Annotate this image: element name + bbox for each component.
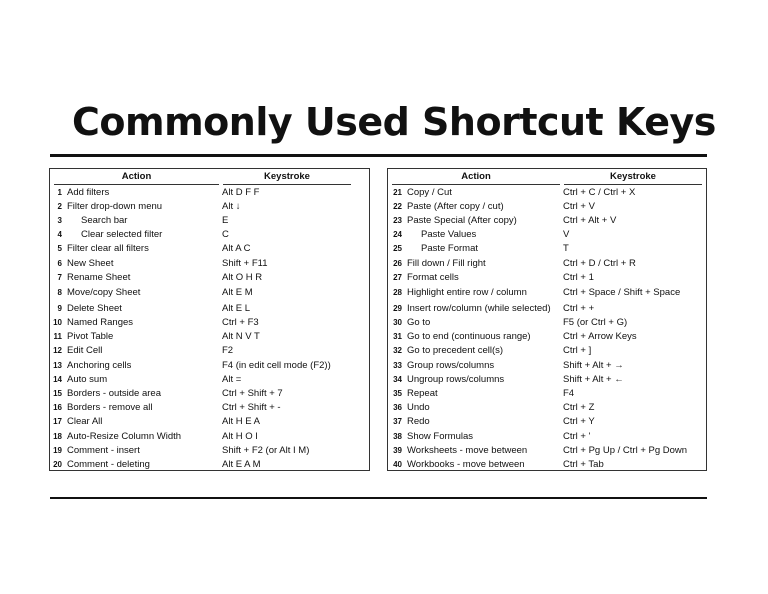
keystroke-cell: Alt O H R <box>222 271 263 283</box>
row-number: 9 <box>57 303 62 313</box>
table-row <box>50 372 369 386</box>
table-row <box>388 415 706 429</box>
keystroke-cell: V <box>563 229 570 241</box>
keystroke-cell: Ctrl + Shift + 7 <box>222 388 283 400</box>
row-number: 15 <box>53 389 62 399</box>
keystroke-cell: Alt E L <box>222 302 250 314</box>
table-row <box>388 185 706 199</box>
table-row <box>388 316 706 330</box>
keystroke-cell: Ctrl + Pg Up / Ctrl + Pg Down <box>563 444 688 456</box>
keystroke-cell: Alt E M <box>222 287 253 299</box>
row-number: 6 <box>57 258 62 268</box>
row-number: 19 <box>53 445 62 455</box>
bottom-divider <box>50 497 707 499</box>
table-row <box>50 330 369 344</box>
table-row <box>50 358 369 372</box>
action-cell: Highlight entire row / column <box>407 287 527 299</box>
keystroke-cell: Ctrl + Z <box>563 402 595 414</box>
keystroke-cell: Alt N V T <box>222 331 260 343</box>
keystroke-cell: Ctrl + F3 <box>222 317 259 329</box>
table-row <box>388 213 706 227</box>
row-number: 4 <box>57 230 62 240</box>
keystroke-cell: Ctrl + Space / Shift + Space <box>563 287 681 299</box>
keystroke-cell: Ctrl + D / Ctrl + R <box>563 257 636 269</box>
table-row <box>388 256 706 270</box>
keystroke-cell: F4 <box>563 388 575 400</box>
row-number: 31 <box>393 332 402 342</box>
keystroke-cell: Alt H E A <box>222 416 261 428</box>
table-header <box>388 169 706 185</box>
keystroke-cell: F4 (in edit cell mode (F2)) <box>222 359 331 371</box>
action-cell: Filter clear all filters <box>67 243 149 255</box>
keystroke-cell: Alt E A M <box>222 458 261 470</box>
keystroke-cell: Alt A C <box>222 243 251 255</box>
row-number: 28 <box>393 288 402 298</box>
table-row <box>388 443 706 457</box>
action-cell: Format cells <box>407 271 459 283</box>
table-row <box>50 316 369 330</box>
table-header <box>50 169 369 185</box>
action-cell: Copy / Cut <box>407 186 452 198</box>
action-cell: Go to end (continuous range) <box>407 331 531 343</box>
action-cell: Borders - remove all <box>67 402 153 414</box>
table-row <box>50 284 369 301</box>
keystroke-cell: E <box>222 214 229 226</box>
table-row <box>50 386 369 400</box>
row-number: 13 <box>53 360 62 370</box>
row-number: 26 <box>393 258 402 268</box>
action-cell: Delete Sheet <box>67 302 122 314</box>
row-number: 11 <box>53 332 62 342</box>
action-cell: Show Formulas <box>407 430 473 442</box>
row-number: 20 <box>53 459 62 469</box>
action-cell: Clear selected filter <box>81 229 163 241</box>
table-row <box>50 344 369 358</box>
keystroke-cell: Shift + Alt + ← <box>563 373 624 385</box>
keystroke-cell: Ctrl + V <box>563 200 595 212</box>
row-number: 34 <box>393 374 402 384</box>
keystroke-cell: C <box>222 229 229 241</box>
action-cell: Auto-Resize Column Width <box>67 430 182 442</box>
row-number: 33 <box>393 360 402 370</box>
row-number: 1 <box>57 187 62 197</box>
shortcut-table-right <box>387 168 707 471</box>
table-row <box>388 429 706 443</box>
table-row <box>50 429 369 443</box>
action-cell: Insert row/column (while selected) <box>407 302 551 314</box>
keystroke-cell: Ctrl + Tab <box>563 458 604 470</box>
table-row <box>388 401 706 415</box>
table-row <box>50 228 369 242</box>
keystroke-cell: Ctrl + Arrow Keys <box>563 331 637 343</box>
action-cell: Fill down / Fill right <box>407 257 486 269</box>
keystroke-cell: Alt ↓ <box>222 200 241 212</box>
action-cell: Undo <box>407 402 430 414</box>
row-number: 39 <box>393 445 402 455</box>
keystroke-cell: Ctrl + Alt + V <box>563 214 617 226</box>
row-number: 29 <box>393 303 402 313</box>
row-number: 3 <box>57 215 62 225</box>
table-row <box>388 301 706 315</box>
action-cell: Borders - outside area <box>67 388 161 400</box>
table-row <box>388 330 706 344</box>
row-number: 8 <box>57 288 62 298</box>
header-action: Action <box>54 169 219 185</box>
table-row <box>388 270 706 284</box>
table-row <box>388 386 706 400</box>
keystroke-cell: F5 (or Ctrl + G) <box>563 317 628 329</box>
row-number: 38 <box>393 431 402 441</box>
keystroke-cell: Ctrl + C / Ctrl + X <box>563 186 636 198</box>
row-number: 24 <box>393 230 402 240</box>
row-number: 32 <box>393 346 402 356</box>
table-row <box>388 228 706 242</box>
table-row <box>50 401 369 415</box>
header-keystroke: Keystroke <box>223 169 351 185</box>
row-number: 14 <box>53 374 62 384</box>
action-cell: Go to <box>407 317 431 329</box>
table-row <box>50 213 369 227</box>
row-number: 25 <box>393 244 402 254</box>
row-number: 12 <box>53 346 62 356</box>
action-cell: Paste Values <box>421 229 477 241</box>
action-cell: Named Ranges <box>67 317 134 329</box>
keystroke-cell: Shift + F2 (or Alt I M) <box>222 444 310 456</box>
row-number: 18 <box>53 431 62 441</box>
row-number: 22 <box>393 201 402 211</box>
action-cell: Auto sum <box>67 373 108 385</box>
row-number: 16 <box>53 403 62 413</box>
row-number: 5 <box>57 244 62 254</box>
row-number: 21 <box>393 187 402 197</box>
table-row <box>50 457 369 471</box>
row-number: 7 <box>57 272 62 282</box>
action-cell: New Sheet <box>67 257 114 269</box>
table-row <box>50 199 369 213</box>
title-divider <box>50 154 707 157</box>
action-cell: Ungroup rows/columns <box>407 373 505 385</box>
action-cell: Search bar <box>81 214 128 226</box>
keystroke-cell: Ctrl + ] <box>563 345 592 357</box>
keystroke-cell: Ctrl + + <box>563 302 595 314</box>
action-cell: Paste Special (After copy) <box>407 214 517 226</box>
row-number: 23 <box>393 215 402 225</box>
keystroke-cell: Ctrl + Shift + - <box>222 402 281 414</box>
keystroke-cell: Alt = <box>222 373 242 385</box>
action-cell: Filter drop-down menu <box>67 200 163 212</box>
table-row <box>50 242 369 256</box>
keystroke-cell: F2 <box>222 345 234 357</box>
action-cell: Rename Sheet <box>67 271 131 283</box>
action-cell: Edit Cell <box>67 345 103 357</box>
row-number: 37 <box>393 417 402 427</box>
action-cell: Paste (After copy / cut) <box>407 200 504 212</box>
row-number: 36 <box>393 403 402 413</box>
action-cell: Comment - insert <box>67 444 140 456</box>
table-row <box>388 284 706 301</box>
keystroke-cell: T <box>563 243 569 255</box>
keystroke-cell: Shift + F11 <box>222 257 268 269</box>
action-cell: Go to precedent cell(s) <box>407 345 504 357</box>
table-row <box>388 242 706 256</box>
header-keystroke: Keystroke <box>564 169 702 185</box>
action-cell: Clear All <box>67 416 103 428</box>
action-cell: Worksheets - move between <box>407 444 528 456</box>
row-number: 17 <box>53 417 62 427</box>
keystroke-cell: Shift + Alt + → <box>563 359 624 371</box>
table-row <box>50 270 369 284</box>
row-number: 2 <box>57 201 62 211</box>
row-number: 30 <box>393 318 402 328</box>
action-cell: Anchoring cells <box>67 359 132 371</box>
table-row <box>388 358 706 372</box>
table-row <box>50 185 369 199</box>
table-row <box>388 457 706 471</box>
row-number: 27 <box>393 272 402 282</box>
keystroke-cell: Alt D F F <box>222 186 260 198</box>
action-cell: Comment - deleting <box>67 458 150 470</box>
row-number: 40 <box>393 459 402 469</box>
table-row <box>50 415 369 429</box>
table-row <box>50 256 369 270</box>
action-cell: Repeat <box>407 388 438 400</box>
table-row <box>50 301 369 315</box>
keystroke-cell: Ctrl + ' <box>563 430 591 442</box>
table-row <box>388 372 706 386</box>
action-cell: Pivot Table <box>67 331 114 343</box>
action-cell: Redo <box>407 416 430 428</box>
keystroke-cell: Ctrl + 1 <box>563 271 594 283</box>
shortcut-table-left <box>49 168 370 471</box>
action-cell: Workbooks - move between <box>407 458 525 470</box>
keystroke-cell: Alt H O I <box>222 430 258 442</box>
action-cell: Add filters <box>67 186 110 198</box>
row-number: 10 <box>53 318 62 328</box>
page-title: Commonly Used Shortcut Keys <box>72 100 716 144</box>
table-row <box>388 344 706 358</box>
action-cell: Paste Format <box>421 243 479 255</box>
header-action: Action <box>392 169 560 185</box>
table-row <box>50 443 369 457</box>
keystroke-cell: Ctrl + Y <box>563 416 595 428</box>
row-number: 35 <box>393 389 402 399</box>
action-cell: Group rows/columns <box>407 359 495 371</box>
action-cell: Move/copy Sheet <box>67 287 141 299</box>
table-row <box>388 199 706 213</box>
